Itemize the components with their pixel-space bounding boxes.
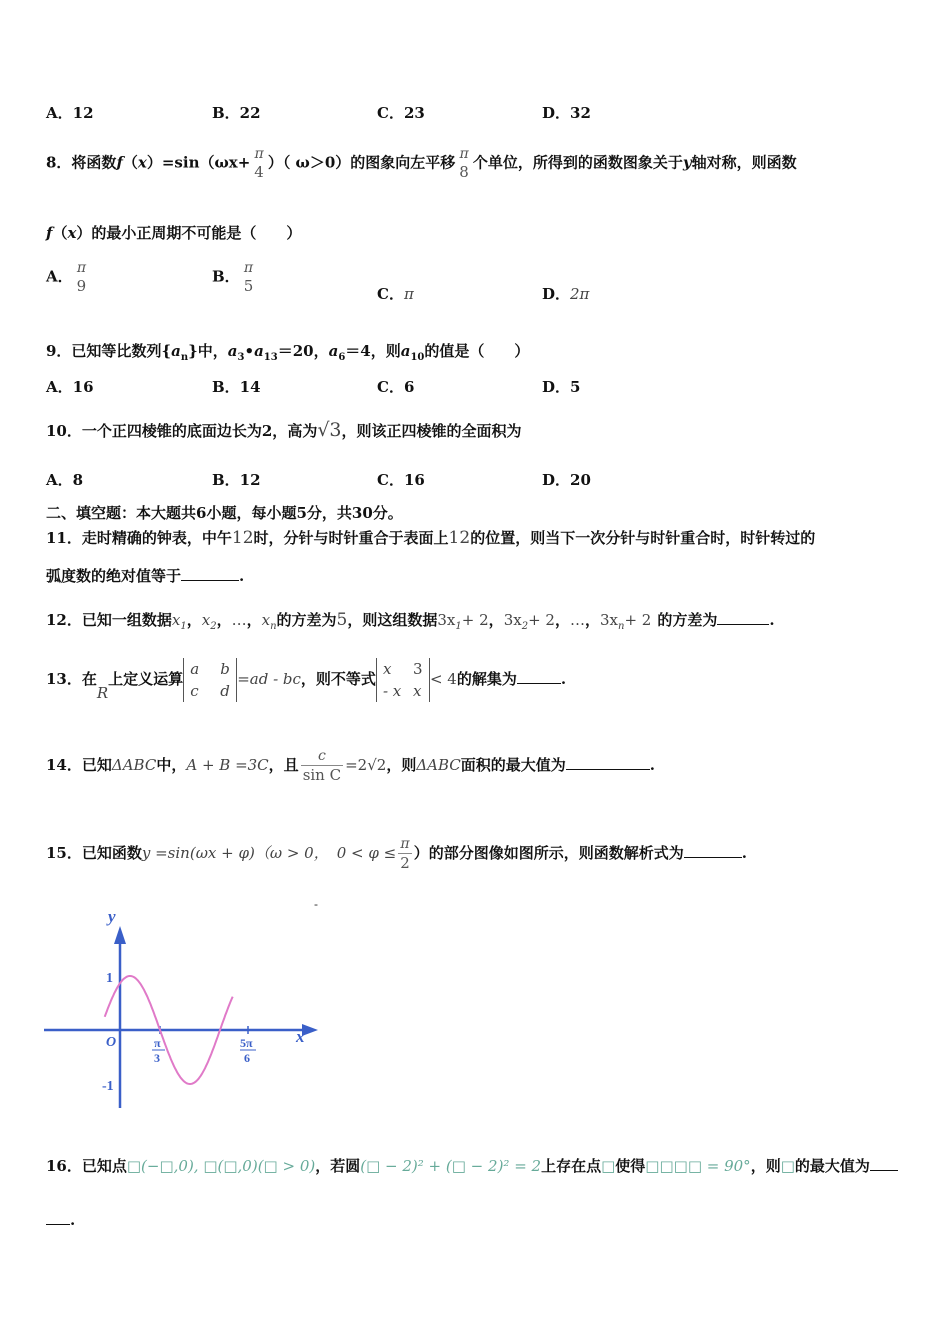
one-label: 1	[106, 971, 113, 986]
q8-tail: 个单位，所得到的函数图象关于	[472, 153, 683, 172]
q8-line1: 8．将函数f（x）=sin（ωx+ π 4 ）（ ω＞0）的图象向左平移 π 8 个单位，所得到的函数图象关于y轴对称，则函数	[46, 146, 797, 181]
q7-option-c: C．23	[377, 104, 425, 122]
q10-option-d: D．20	[542, 471, 591, 489]
q8-mid: ）（ ω＞0）的图象向左平移	[267, 153, 456, 172]
q13-stem: 13．在R上定义运算 a b c d =ad - bc，则不等式 x 3 - x x < 4的解集为 .	[46, 660, 567, 702]
sqrt3: √3	[317, 419, 342, 441]
q15-frac-pi-2: $\frac{\pi}{2}$	[400, 836, 410, 872]
origin-label: O	[106, 1035, 117, 1050]
q13-answer-blank	[517, 669, 561, 684]
q8-y: y	[682, 153, 692, 172]
determinant-def: a b c d	[183, 658, 237, 702]
q11-line1: 11．走时精确的钟表，中午12时，分针与时针重合于表面上12的位置，则当下一次分针与时针重合时，时针转过的	[46, 528, 816, 548]
q9-stem: 9．已知等比数列$\{a_n\}$中，$a_3•a_{13}=20$，$a_6=4$，则$a_{10}$的值是（ ）	[46, 342, 530, 363]
q10-option-a: A．8	[46, 471, 84, 489]
q8-line2: f（x）的最小正周期不可能是（ ）	[46, 224, 302, 242]
q7-option-b: B．22	[212, 104, 261, 122]
q10-option-b: B．12	[212, 471, 261, 489]
q16-answer-blank-b	[46, 1210, 70, 1225]
q8-x: x	[137, 153, 147, 172]
q15-stem: 15．已知函数y =sin(ωx + φ)（ω > 0， 0 < φ ≤ $\frac{\pi}{2}$ ）的部分图像如图所示，则函数解析式为 .	[46, 836, 748, 872]
q8-tail2: 轴对称，则函数	[691, 153, 797, 172]
determinant-inequality: x 3 - x x	[376, 658, 430, 702]
q8-line2-text: ）的最小正周期不可能是（ ）	[76, 224, 302, 242]
q16-answer-blank-a	[870, 1156, 898, 1171]
q9-option-b: B．14	[212, 378, 261, 396]
q8-prefix: 8．将函数	[46, 153, 117, 172]
q8-option-b: B． π 5	[212, 260, 254, 295]
5pi-over-6-num: 5π	[240, 1036, 253, 1050]
q11-answer-blank	[181, 566, 239, 581]
y-label: y	[108, 907, 116, 926]
q7-option-a: A．12	[46, 104, 94, 122]
q15-answer-blank	[684, 843, 742, 858]
q10-option-c: C．16	[377, 471, 425, 489]
q11-line2: 弧度数的绝对值等于 .	[46, 567, 245, 585]
q8-option-c: C．π	[377, 285, 414, 303]
q8-sin: ）=sin（ωx+	[146, 153, 251, 172]
q8-option-d: D．2π	[542, 285, 590, 303]
q9-option-a: A．16	[46, 378, 94, 396]
q16-line2: .	[46, 1210, 75, 1230]
stray-dash: -	[314, 900, 318, 911]
q9-option-d: D．5	[542, 378, 581, 396]
section-2-heading: 二、填空题：本大题共6小题，每小题5分，共30分。	[46, 504, 403, 522]
q8-f: f	[116, 153, 123, 172]
q12-answer-blank	[717, 610, 769, 625]
y-axis-arrow	[114, 926, 126, 944]
x-label: x	[296, 1027, 305, 1046]
q8-option-a: A． π 9	[46, 260, 87, 295]
neg-one-label: -1	[102, 1079, 114, 1094]
q8-frac-pi-4: π 4	[254, 146, 264, 181]
q8-line2-f: f	[46, 224, 53, 242]
q7-option-d: D．32	[542, 104, 591, 122]
q14-stem: 14．已知ΔABC中，A + B =3C，且 $\frac{c}{\text{sin C}}$ =2√2，则ΔABC面积的最大值为 .	[46, 748, 656, 784]
q9-option-c: C．6	[377, 378, 415, 396]
q8-line2-x: x	[67, 224, 77, 242]
5pi-over-6-den: 6	[244, 1051, 250, 1065]
q12-stem: 12．已知一组数据$x_1$，$x_2$，…，$x_n$的方差为5，则这组数据$3x_1+ 2$，$3x_2+ 2$，…，$3x_n+ 2$ 的方差为 .	[46, 610, 775, 632]
pi-over-3-num: π	[154, 1036, 161, 1050]
q16-line1: 16．已知点□(−□,0), □(□,0)(□ > 0)，若圆(□ − 2)² + (□ − 2)² = 2上存在点□使得□□□□ = 90°，则□的最大值为	[46, 1156, 898, 1176]
q10-stem: 10．一个正四棱锥的底面边长为2，高为√3，则该正四棱锥的全面积为	[46, 419, 522, 441]
q14-answer-blank	[566, 755, 650, 770]
sine-graph	[40, 900, 330, 1120]
q14-fraction: $\frac{c}{\text{sin C}}$	[302, 748, 342, 784]
q8-frac-pi-8: π 8	[459, 146, 469, 181]
pi-over-3-den: 3	[154, 1051, 160, 1065]
